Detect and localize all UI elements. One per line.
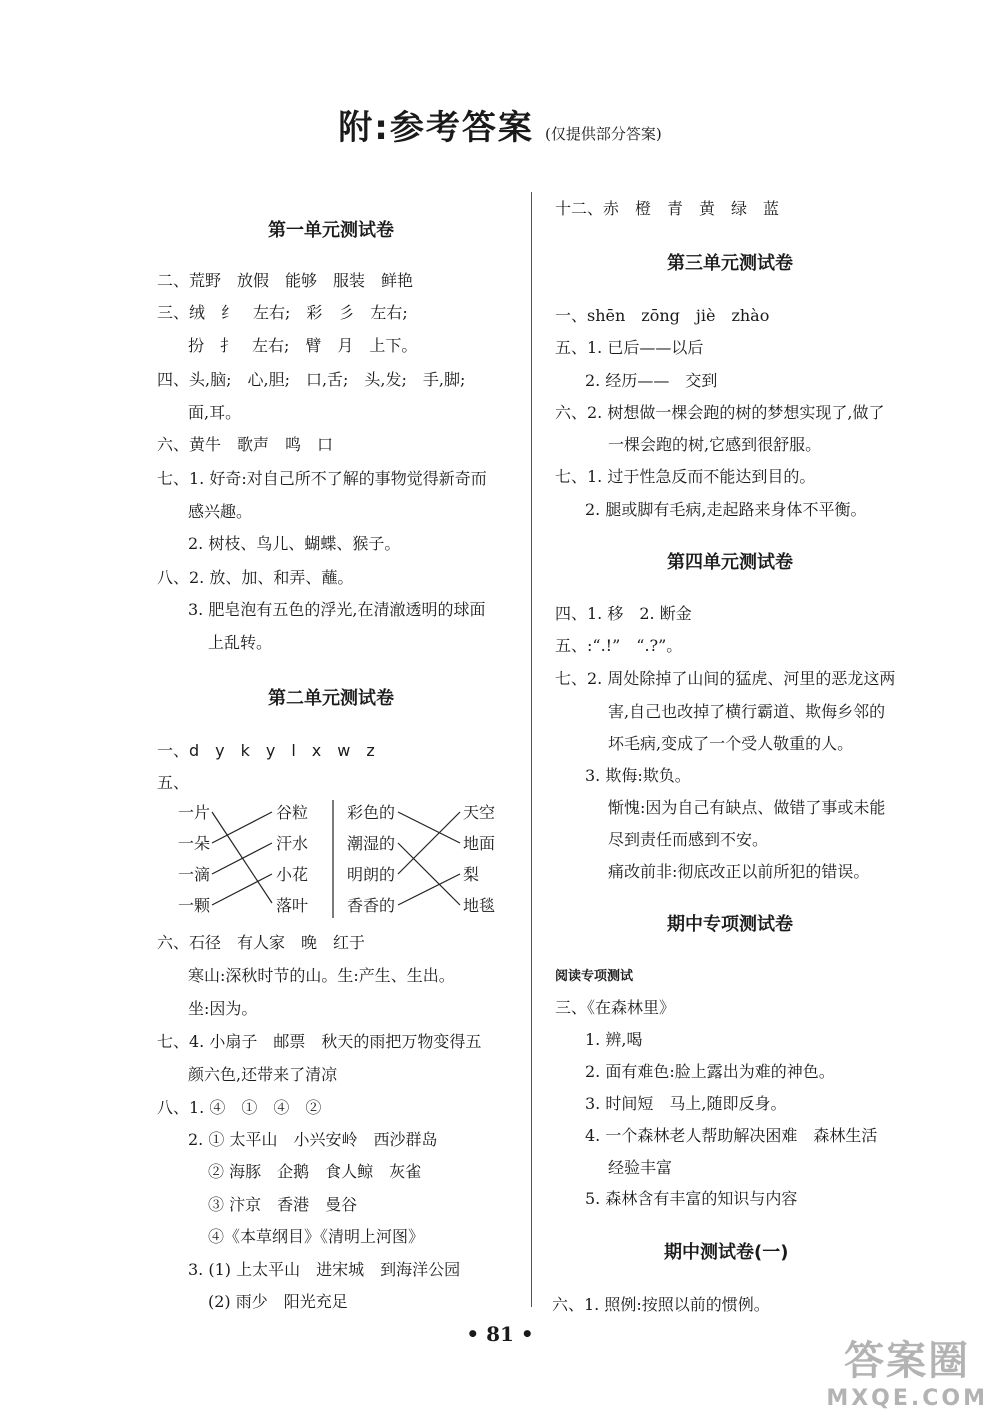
u1-line: 面,耳。 <box>188 403 242 422</box>
match-left-item: 一片 <box>178 803 211 822</box>
match-mid-item: 落叶 <box>276 896 309 915</box>
u2-line: 颜六色,还带来了清凉 <box>188 1065 338 1084</box>
mid-line: 3. 时间短 马上,随即反身。 <box>585 1094 787 1113</box>
u1-line: 三、绒 纟 左右; 彩 彡 左右; <box>157 303 408 322</box>
match-line <box>398 812 460 874</box>
mid-line: 2. 面有难色:脸上露出为难的神色。 <box>585 1062 835 1081</box>
match-mid-item: 汗水 <box>276 834 309 853</box>
match-left2-item: 彩色的 <box>347 803 396 822</box>
match-line <box>212 812 272 843</box>
u2-line: ② 海豚 企鹅 食人鲸 灰雀 <box>208 1162 422 1181</box>
u2-line: 3. (1) 上太平山 进宋城 到海洋公园 <box>188 1260 461 1279</box>
u3-line: 七、1. 过于性急反而不能达到目的。 <box>555 467 816 486</box>
match-right2-item: 地毯 <box>463 896 496 915</box>
match-left2-item: 香香的 <box>347 896 396 915</box>
u4-line: 七、2. 周处除掉了山间的猛虎、河里的恶龙这两 <box>555 669 896 688</box>
u3-line: 2. 腿或脚有毛病,走起路来身体不平衡。 <box>585 500 867 519</box>
u1-line: 3. 肥皂泡有五色的浮光,在清澈透明的球面 <box>188 600 486 619</box>
u4-line: 3. 欺侮:欺负。 <box>585 766 691 785</box>
match-left2-item: 潮湿的 <box>347 834 396 853</box>
u3-line: 六、2. 树想做一棵会跑的树的梦想实现了,做了 <box>555 403 885 422</box>
title-main: 附:参考答案 <box>338 108 534 148</box>
u1-line: 二、荒野 放假 能够 服装 鲜艳 <box>157 271 414 290</box>
unit2-title: 第二单元测试卷 <box>268 688 394 709</box>
u2-line: 坐:因为。 <box>188 999 258 1018</box>
watermark-top: 答案圈 <box>844 1338 971 1384</box>
title-subtitle: (仅提供部分答案) <box>544 125 662 143</box>
page-number: • 81 • <box>466 1322 534 1346</box>
u1-line: 四、头,脑; 心,胆; 口,舌; 头,发; 手,脚; <box>157 370 466 389</box>
u4-line: 害,自己也改掉了横行霸道、欺侮乡邻的 <box>608 702 886 721</box>
u3-line: 一、shēn zōng jiè zhào <box>555 306 770 325</box>
unit1-title: 第一单元测试卷 <box>268 220 394 241</box>
u3-line: 2. 经历—— 交到 <box>585 371 718 390</box>
u2-line: ④《本草纲目》《清明上河图》 <box>208 1227 425 1246</box>
match-line <box>398 843 460 905</box>
match-right2-item: 天空 <box>463 803 496 822</box>
u4-line: 惭愧:因为自己有缺点、做错了事或未能 <box>608 798 886 817</box>
u2-line: 七、4. 小扇子 邮票 秋天的雨把万物变得五 <box>157 1032 482 1051</box>
u4-line: 痛改前非:彻底改正以前所犯的错误。 <box>608 862 870 881</box>
match-left-item: 一朵 <box>178 834 211 853</box>
match-mid-item: 谷粒 <box>276 803 309 822</box>
mid-line: 5. 森林含有丰富的知识与内容 <box>585 1189 798 1208</box>
midterm1-title: 期中测试卷(一) <box>664 1242 789 1263</box>
match-line <box>398 874 460 905</box>
unit3-title: 第三单元测试卷 <box>667 253 793 274</box>
u1-line: 六、黄牛 歌声 鸣 口 <box>157 435 334 454</box>
midterm-special-title: 期中专项测试卷 <box>667 914 793 935</box>
u2-line: 2. ① 太平山 小兴安岭 西沙群岛 <box>188 1130 438 1149</box>
u1-line: 八、2. 放、加、和弄、蘸。 <box>157 568 354 587</box>
watermark-logo <box>826 1329 988 1411</box>
mid-line: 三、《在森林里》 <box>555 998 676 1017</box>
u3-line: 一棵会跑的树,它感到很舒服。 <box>608 435 822 454</box>
watermark-bottom: MXQE.COM <box>826 1386 988 1411</box>
u1-line: 七、1. 好奇:对自己所不了解的事物觉得新奇而 <box>157 469 487 488</box>
u2-line: 寒山:深秋时节的山。生:产生、生出。 <box>188 966 455 985</box>
mid-line: 经验丰富 <box>608 1158 673 1177</box>
mid-line: 1. 辨,喝 <box>585 1030 643 1049</box>
match-right2-item: 地面 <box>463 834 496 853</box>
r-line: 十二、赤 橙 青 黄 绿 蓝 <box>555 199 780 218</box>
mid-line: 4. 一个森林老人帮助解决困难 森林生活 <box>585 1126 878 1145</box>
u4-line: 坏毛病,变成了一个受人敬重的人。 <box>608 734 854 753</box>
match-left-item: 一滴 <box>178 865 211 884</box>
match-left2-item: 明朗的 <box>347 865 396 884</box>
match-left-item: 一颗 <box>178 896 211 915</box>
u3-line: 五、1. 已后——以后 <box>555 338 704 357</box>
u2-pinyin-line: 一、d y k y l x w z <box>157 741 375 760</box>
mid1-line: 六、1. 照例:按照以前的惯例。 <box>552 1295 770 1314</box>
match-line <box>398 812 460 843</box>
u4-line: 五、:“.!” “.?”。 <box>555 636 683 655</box>
u1-line: 感兴趣。 <box>188 502 253 521</box>
match-right2-item: 梨 <box>463 865 480 884</box>
unit4-title: 第四单元测试卷 <box>667 552 793 573</box>
u4-line: 尽到责任而感到不安。 <box>608 830 769 849</box>
u2-line: ③ 汴京 香港 曼谷 <box>208 1195 358 1214</box>
match-mid-item: 小花 <box>276 865 309 884</box>
u4-line: 四、1. 移 2. 断金 <box>555 604 692 623</box>
u2-line: 八、1. ④ ① ④ ② <box>157 1098 322 1117</box>
reading-section-label: 阅读专项测试 <box>555 969 634 984</box>
u1-line: 上乱转。 <box>208 633 273 652</box>
u2-line: 六、石径 有人家 晚 红于 <box>157 933 366 952</box>
u2-line: (2) 雨少 阳光充足 <box>208 1292 348 1311</box>
u1-line: 扮 扌 左右; 臂 月 上下。 <box>188 336 418 355</box>
u1-line: 2. 树枝、鸟儿、蝴蝶、猴子。 <box>188 534 401 553</box>
u2-line: 五、 <box>157 773 190 792</box>
match-line <box>212 843 272 874</box>
